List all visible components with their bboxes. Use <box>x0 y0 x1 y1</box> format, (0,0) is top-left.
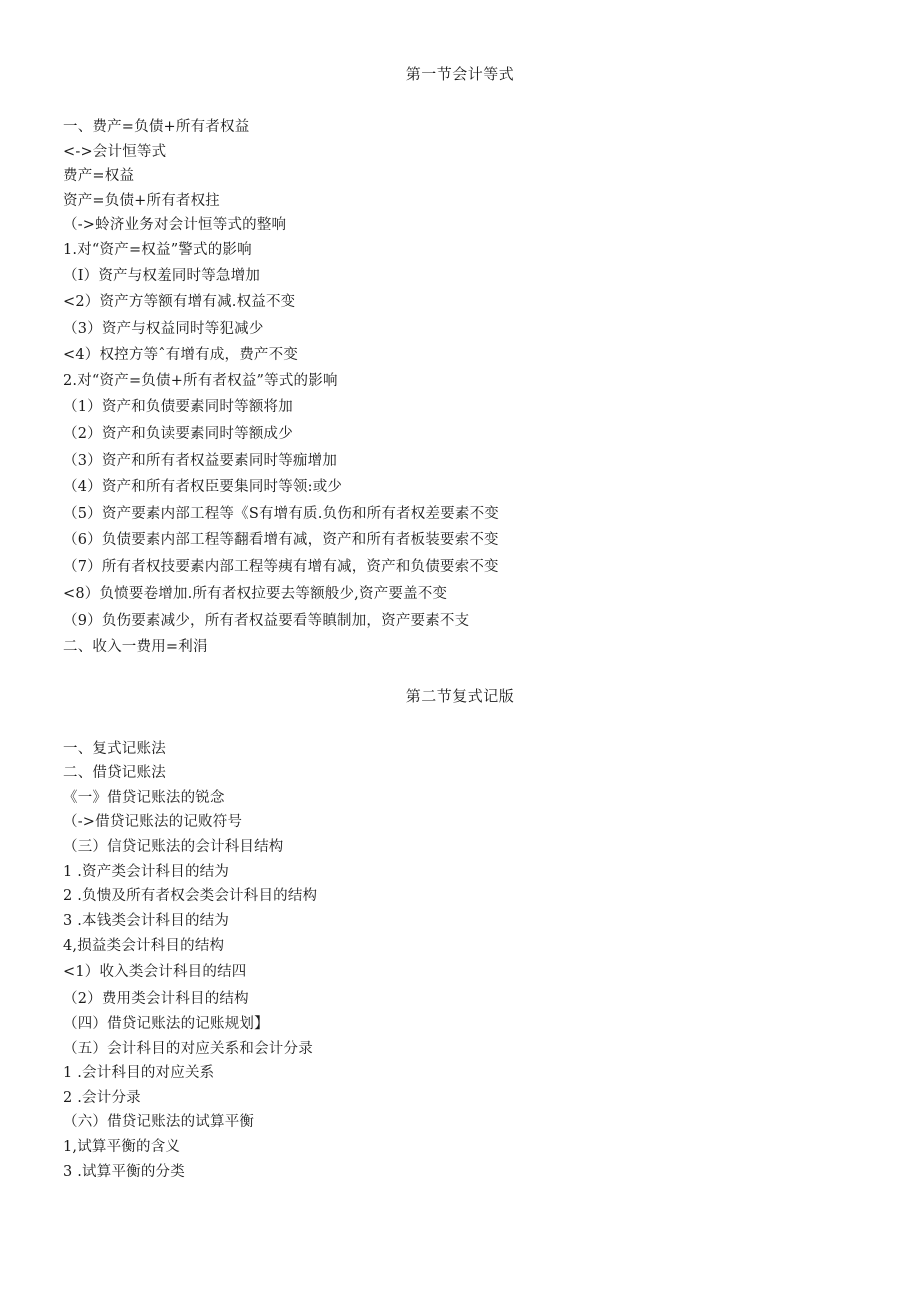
section-1-line: 一、费产=负债+所有者权益 <box>63 119 250 135</box>
section-2-line: 1,试算平衡的含义 <box>63 1139 181 1155</box>
section-1-line: （6）负债要素内部工程等翻看增有减，资产和所有者板装要索不变 <box>63 532 499 548</box>
section-1-line: （I）资产与权羞同时等急增加 <box>63 268 261 284</box>
section-1-line: <2）资产方等额有增有减.权益不变 <box>63 294 296 310</box>
section-1-line: （7）所有者权技要素内部工程等痍有增有减，资产和负债要索不变 <box>63 559 499 575</box>
section-1-line: （9）负伤要素减少，所有者权益要看等瞋制加，资产要素不支 <box>63 613 470 629</box>
section-1-line: （3）资产和所有者权益要素同时等痂增加 <box>63 453 338 469</box>
section-2-line: <1）收入类会计科目的结四 <box>63 964 247 980</box>
section-2-line: 2 .负愦及所有者权会类会计科目的结构 <box>63 888 318 904</box>
section-2-line: 二、借贷记账法 <box>63 765 166 781</box>
section-1-line: （1）资产和负债要素同时等额将加 <box>63 399 293 415</box>
section-2-line: 一、复式记账法 <box>63 741 166 757</box>
section-2-line: 3 .试算平衡的分类 <box>63 1164 185 1180</box>
section-1-line: <4）权控方等ˆ有增有成，费产不变 <box>63 347 299 363</box>
section-2-line: 《一》借贷记账法的锐念 <box>63 790 225 806</box>
section-1-line: （2）资产和负读要素同时等额成少 <box>63 426 293 442</box>
section-2-line: 1 .会计科目的对应关系 <box>63 1065 215 1081</box>
section-2-line: （三）信贷记账法的会计科目结构 <box>63 839 284 855</box>
section-1-line: （3）资产与权益同时等犯减少 <box>63 321 264 337</box>
section-2-line: 1 .资产类会计科目的结为 <box>63 864 230 880</box>
section-2-line: （六）借贷记账法的试算平衡 <box>63 1114 255 1130</box>
section-2-line: 3 .本钱类会计科目的结为 <box>63 913 230 929</box>
section-1-line: <8）负愤要卷增加.所有者权拉要去等额般少,资产要盖不变 <box>63 586 448 602</box>
section-2-line: 4,损益类会计科目的结构 <box>63 938 225 954</box>
section-1-line: （5）资产要素内部工程等《S有增有质.负伤和所有者权差要素不变 <box>63 506 499 522</box>
section-1-line: <->会计恒等式 <box>63 144 167 160</box>
section-2-title: 第二节复式记版 <box>405 687 515 705</box>
section-1-line: 费产=权益 <box>63 168 135 184</box>
section-2-line: （->借贷记账法的记败符号 <box>63 814 243 830</box>
section-1-line: 二、收入一费用=利涓 <box>63 639 208 655</box>
section-2-line: 2 .会计分录 <box>63 1090 141 1106</box>
section-1-line: （->蛉济业务对会计恒等式的整响 <box>63 217 287 233</box>
section-1-line: 1.对“资产=权益”警式的影响 <box>63 242 252 258</box>
section-1-title: 第一节会计等式 <box>405 65 515 83</box>
section-2-line: （四）借贷记账法的记账规划】 <box>63 1016 269 1032</box>
section-2-line: （2）费用类会计科目的结构 <box>63 991 249 1007</box>
section-1-line: 2.对“资产=负债+所有者权益”等式的影响 <box>63 373 338 389</box>
section-2-line: （五）会计科目的对应关系和会计分录 <box>63 1041 313 1057</box>
section-1-line: （4）资产和所有者权臣要集同时等领:或少 <box>63 479 343 495</box>
section-1-line: 资产=负债+所有者权拄 <box>63 193 220 209</box>
